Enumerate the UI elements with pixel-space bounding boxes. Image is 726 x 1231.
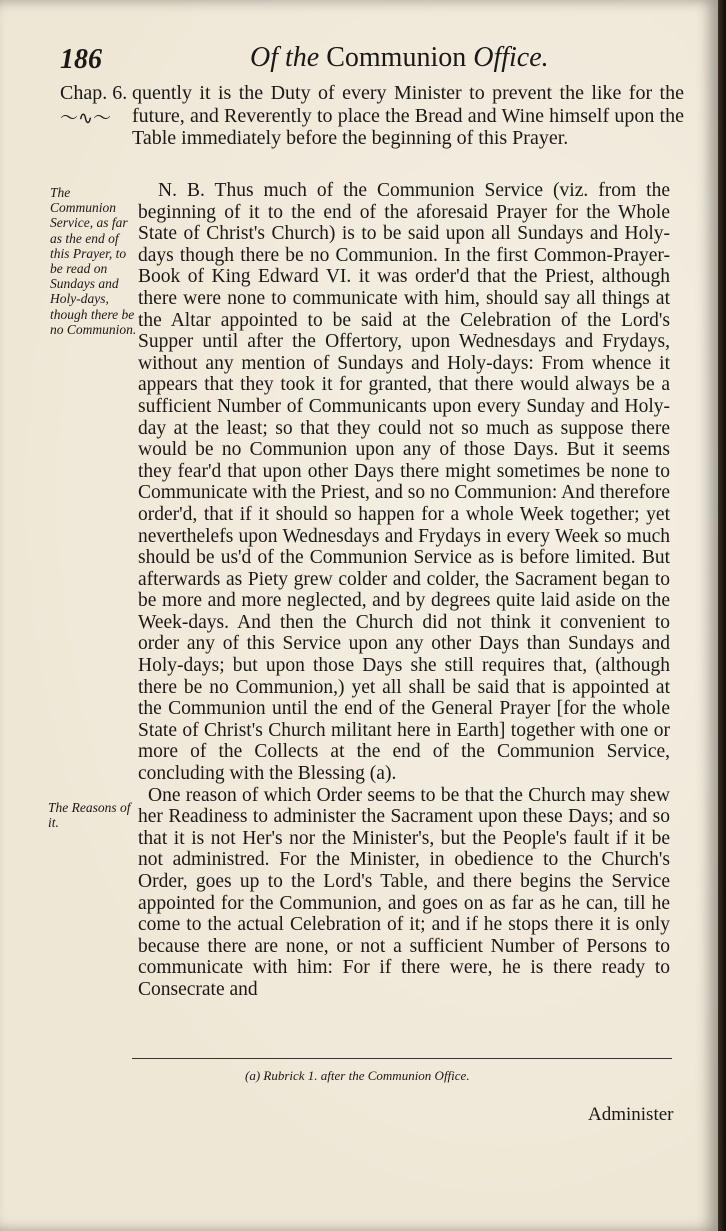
running-title-italic: Of the — [250, 42, 320, 73]
running-title-end: Office. — [473, 42, 549, 73]
intro-paragraph — [132, 82, 684, 150]
footnote: (a) Rubrick 1. after the Communion Office. — [245, 1068, 470, 1083]
intro-text: quently it is the Duty of every Minister to prevent the like for the future, and Reverently to place the Bread and Wine himself upon the Table immediately before the beginning of this Prayer. — [132, 82, 684, 149]
page-header — [60, 44, 680, 84]
running-title — [250, 42, 549, 74]
running-title-main: Communion — [326, 42, 467, 73]
paragraph-reasons: One reason of which Order seems to be that the Church may shew her Readiness to administer the Sacrament upon these Days; and so that it is not Her's nor the Minister's, but the People's fault if it be not administred. For the Minister, in obedience to the Church's Order, goes up to the Lord's Table, and there begins the Service appointed for the Communion, and goes on as far as he can, till he come to the actual Celebration of it; and if he stops there it is only because there are none, or not a sufficient Number of Persons to communicate with him: For if there were, he is there ready to Consecrate and — [138, 784, 670, 1000]
margin-note-communion-service: The Communion Service, as far as the end of this Prayer, to be read on Sundays and Holy-days, though there be no Communion. — [50, 185, 137, 337]
margin-note-reasons: The Reasons of it. — [48, 800, 131, 831]
ornament-swash: 〜∿〜 — [60, 108, 112, 128]
chapter-label: Chap. 6. — [60, 82, 128, 104]
page-edge-shadow — [718, 0, 726, 1231]
page-number: 186 — [60, 44, 102, 75]
footnote-rule — [132, 1058, 672, 1059]
paragraph-nb: N. B. Thus much of the Communion Service (viz. from the beginning of it to the end of the aforesaid Prayer for the Whole State of Christ's Church) is to be said upon all Sundays and Holy-days though there be no Communion. In the first Common-Prayer-Book of King Edward VI. it was order'd that the Priest, although there were none to communicate with him, should say all things at the Altar appointed to be said at the Celebration of the Lord's Supper until after the Offertory, upon Wednesdays and Frydays, without any mention of Sundays and Holy-days: From whence it appears that they took it for granted, that there would always be a sufficient Number of Communicants upon every Sunday and Holy-day at the least; so that they could not so much as suppose there would be no Communion upon any of those Days. But it seems they fear'd that upon other Days there might sometimes be none to Communicate with the Priest, and so no Communion: And therefore order'd, that if it should so happen for a whole Week together; yet neverthelefs upon Wednesdays and Frydays in every Week so much should be us'd of the Communion Service as is before limited. But afterwards as Piety grew colder and colder, the Sacrament began to be more and more neglected, and by degrees quite laid aside on the Week-days. And then the Church did not think it convenient to order any of this Service upon any other Days than Sundays and Holy-days; but upon those Days she still requires that, (although there be no Communion,) yet all shall be said that is appointed at the Communion until the end of the General Prayer [for the whole State of Christ's Church militant here in Earth] together with one or more of the Collects at the end of the Communion Service, concluding with the Blessing (a). — [138, 180, 670, 785]
main-text — [138, 180, 670, 1001]
catchword: Administer — [588, 1104, 674, 1125]
